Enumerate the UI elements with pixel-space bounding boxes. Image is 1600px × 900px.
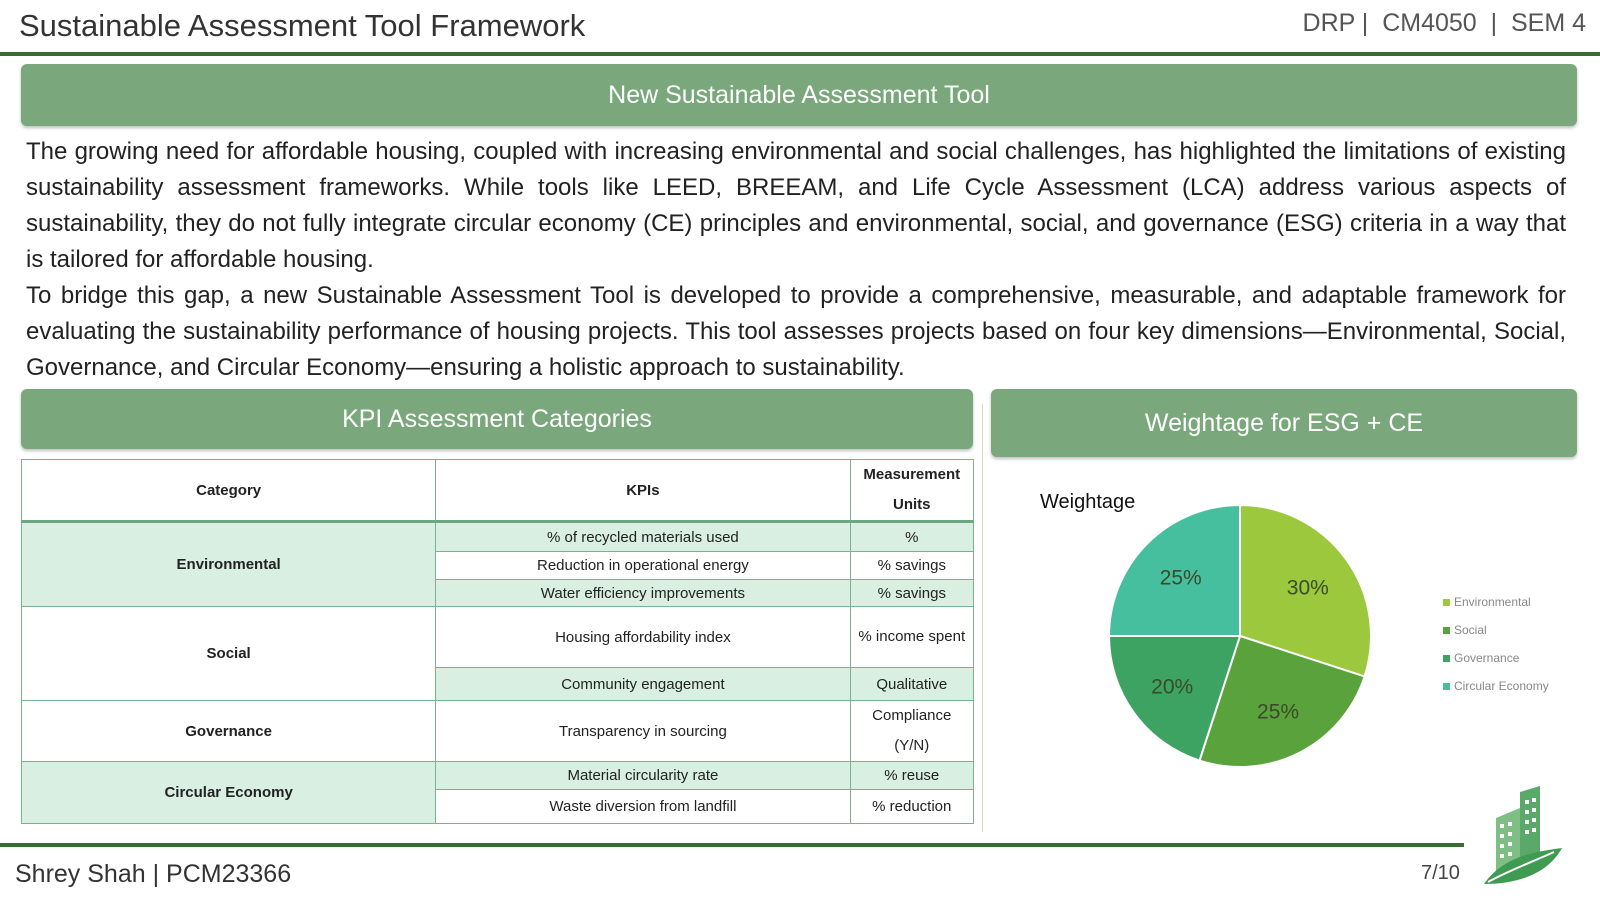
kpi-cell: Water efficiency improvements: [436, 580, 850, 607]
unit-cell: Qualitative: [850, 668, 973, 701]
category-governance: Governance: [22, 701, 436, 762]
section-banner-main: [21, 64, 1577, 126]
category-social: Social: [22, 607, 436, 701]
table-row: [22, 762, 974, 790]
legend-swatch: [1443, 683, 1450, 690]
table-header-row: [22, 460, 974, 522]
legend-label: Governance: [1454, 651, 1520, 665]
category-circular-economy: Circular Economy: [22, 762, 436, 824]
header-category: Category: [22, 460, 436, 522]
unit-cell: % income spent: [850, 607, 973, 668]
legend-item: [1443, 672, 1549, 700]
kpi-cell: % of recycled materials used: [436, 522, 850, 552]
table-row: [22, 522, 974, 552]
top-divider: [0, 52, 1600, 56]
legend-label: Environmental: [1454, 595, 1531, 609]
kpi-cell: Housing affordability index: [436, 607, 850, 668]
kpi-table: [21, 459, 974, 824]
chart-title: Weightage: [1040, 491, 1136, 513]
author-footer: Shrey Shah | PCM23366: [15, 860, 292, 888]
building-leaf-logo-icon: [1484, 786, 1562, 888]
table-row: [22, 607, 974, 668]
legend-item: [1443, 616, 1549, 644]
page-number: 7/10: [1421, 862, 1460, 884]
weightage-banner-label: Weightage for ESG + CE: [1144, 408, 1424, 437]
legend-item: [1443, 644, 1549, 672]
weightage-pie-chart: [1100, 496, 1380, 776]
kpi-cell: Transparency in sourcing: [436, 701, 850, 762]
legend-swatch: [1443, 655, 1450, 662]
course-info: DRP | CM4050 | SEM 4: [1302, 9, 1586, 37]
kpi-banner-label: KPI Assessment Categories: [342, 404, 652, 433]
pie-label: 25%: [1257, 700, 1300, 724]
kpi-cell: Waste diversion from landfill: [436, 790, 850, 824]
kpi-cell: Community engagement: [436, 668, 850, 701]
unit-cell: % savings: [850, 580, 973, 607]
pie-label: 25%: [1159, 566, 1202, 590]
kpi-cell: Material circularity rate: [436, 762, 850, 790]
legend-swatch: [1443, 627, 1450, 634]
header-units: Measurement Units: [850, 460, 973, 522]
unit-cell: % savings: [850, 552, 973, 580]
unit-cell: %: [850, 522, 973, 552]
category-environmental: Environmental: [22, 522, 436, 607]
pie-label: 30%: [1286, 576, 1329, 600]
pie-label: 20%: [1151, 675, 1194, 699]
header-kpis: KPIs: [436, 460, 850, 522]
unit-cell: % reduction: [850, 790, 973, 824]
legend-item: [1443, 588, 1549, 616]
chart-legend: [1443, 588, 1549, 700]
bottom-divider: [0, 843, 1464, 847]
legend-label: Circular Economy: [1454, 679, 1549, 693]
page-title: Sustainable Assessment Tool Framework: [19, 8, 586, 43]
weightage-banner: [991, 389, 1577, 457]
legend-swatch: [1443, 599, 1450, 606]
kpi-banner: [21, 389, 973, 449]
unit-cell: Compliance (Y/N): [850, 701, 973, 762]
kpi-cell: Reduction in operational energy: [436, 552, 850, 580]
intro-paragraph: The growing need for affordable housing, coupled with increasing environmental and social challenges, has highlighted the limitations of existing sustainability assessment frameworks. While tools like LEED, BREEAM, and Life Cycle Assessment (LCA) address various aspects of sustainability, they do not fully integrate circular economy (CE) principles and environmental, social, and governance (ESG) criteria in a way that is tailored for affordable housing.: [26, 138, 1566, 273]
column-divider: [982, 404, 983, 832]
unit-cell: % reuse: [850, 762, 973, 790]
section-banner-main-label: New Sustainable Assessment Tool: [608, 80, 990, 109]
legend-label: Social: [1454, 623, 1487, 637]
approach-paragraph: To bridge this gap, a new Sustainable Assessment Tool is developed to provide a comprehensive, measurable, and adaptable framework for evaluating the sustainability performance of housing projects. This tool assesses projects based on four key dimensions—Environmental, Social, Governance, and Circular Economy—ensuring a holistic approach to sustainability.: [26, 282, 1566, 381]
table-row: [22, 701, 974, 762]
